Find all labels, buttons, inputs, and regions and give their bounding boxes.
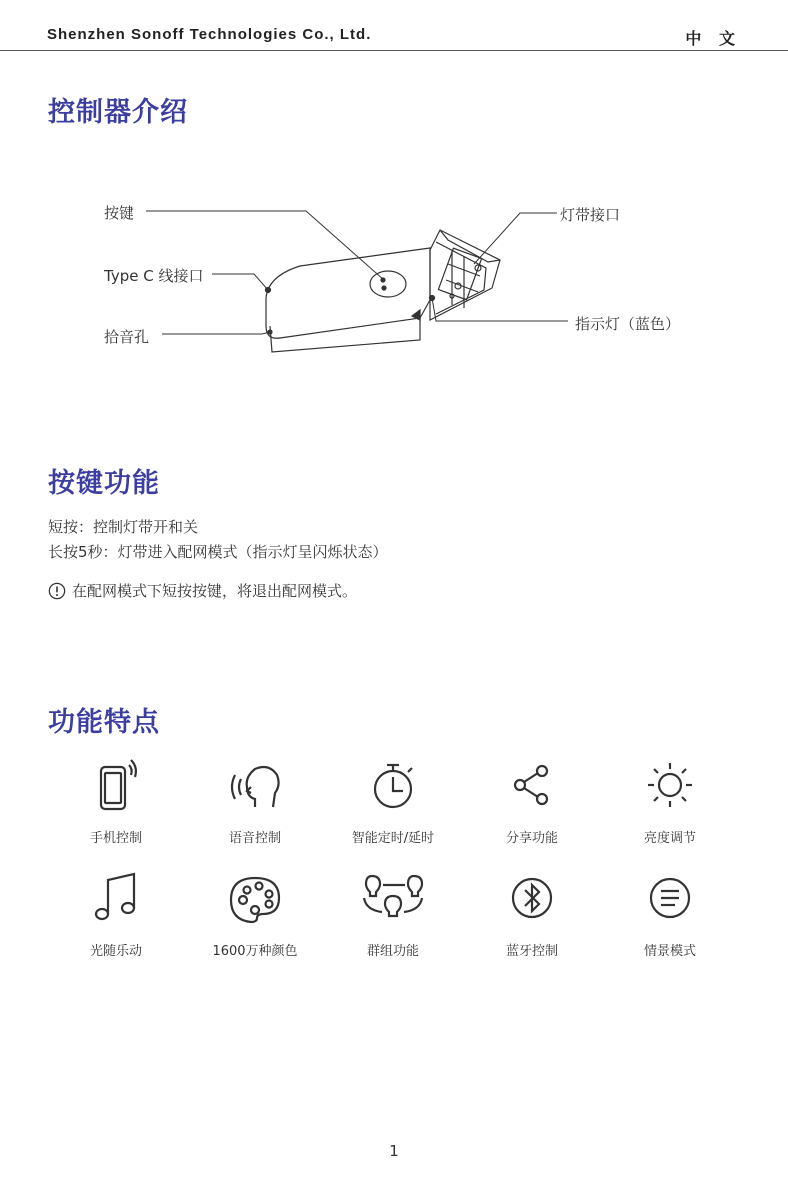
feature-label: 群组功能 [366, 944, 419, 959]
scene-icon [640, 868, 700, 928]
feature-label: 1600万种颜色 [212, 944, 298, 959]
timer-icon [363, 755, 423, 815]
phone-icon [91, 755, 141, 815]
feature-label: 情景模式 [643, 944, 696, 959]
feature-timer [323, 755, 463, 846]
feature-label: 光随乐动 [89, 944, 142, 959]
company-name: Shenzhen Sonoff Technologies Co., Ltd. [47, 26, 372, 43]
label-typec: Type C 线接口 [104, 267, 204, 285]
feature-music-sync [46, 868, 186, 959]
share-icon [502, 755, 562, 815]
feature-brightness [600, 755, 740, 846]
note [48, 580, 357, 601]
label-strip-port: 灯带接口 [560, 206, 621, 224]
page-number: 1 [389, 1142, 399, 1160]
label-button: 按键 [104, 204, 135, 222]
long-press-text: 长按5秒：灯带进入配网模式（指示灯呈闪烁状态） [48, 543, 388, 561]
section-title-features: 功能特点 [48, 707, 160, 738]
short-press-text: 短按：控制灯带开和关 [48, 518, 199, 536]
feature-voice-control [185, 755, 325, 846]
section-title-button: 按键功能 [48, 468, 160, 499]
brightness-icon [640, 755, 700, 815]
feature-label: 智能定时/延时 [351, 831, 435, 846]
music-icon [86, 868, 146, 928]
feature-bluetooth [462, 868, 602, 959]
language-label: 中 文 [685, 29, 741, 48]
label-mic: 拾音孔 [104, 328, 150, 346]
feature-phone-control [46, 755, 186, 846]
feature-scene [600, 868, 740, 959]
section-title-intro: 控制器介绍 [48, 97, 188, 128]
feature-label: 蓝牙控制 [505, 944, 558, 959]
feature-group [323, 868, 463, 959]
controller-diagram [0, 180, 788, 380]
header-divider [0, 50, 788, 51]
feature-share [462, 755, 602, 846]
feature-colors [185, 868, 325, 959]
page-header [0, 0, 788, 52]
voice-icon [225, 755, 285, 815]
group-icon [358, 868, 428, 928]
feature-label: 语音控制 [228, 831, 281, 846]
feature-label: 亮度调节 [643, 831, 696, 846]
label-indicator: 指示灯（蓝色） [575, 315, 681, 333]
bluetooth-icon [502, 868, 562, 928]
palette-icon [225, 868, 285, 928]
feature-label: 分享功能 [505, 831, 558, 846]
alert-icon [48, 582, 66, 600]
feature-label: 手机控制 [89, 831, 142, 846]
note-text: 在配网模式下短按按键，将退出配网模式。 [72, 582, 358, 600]
